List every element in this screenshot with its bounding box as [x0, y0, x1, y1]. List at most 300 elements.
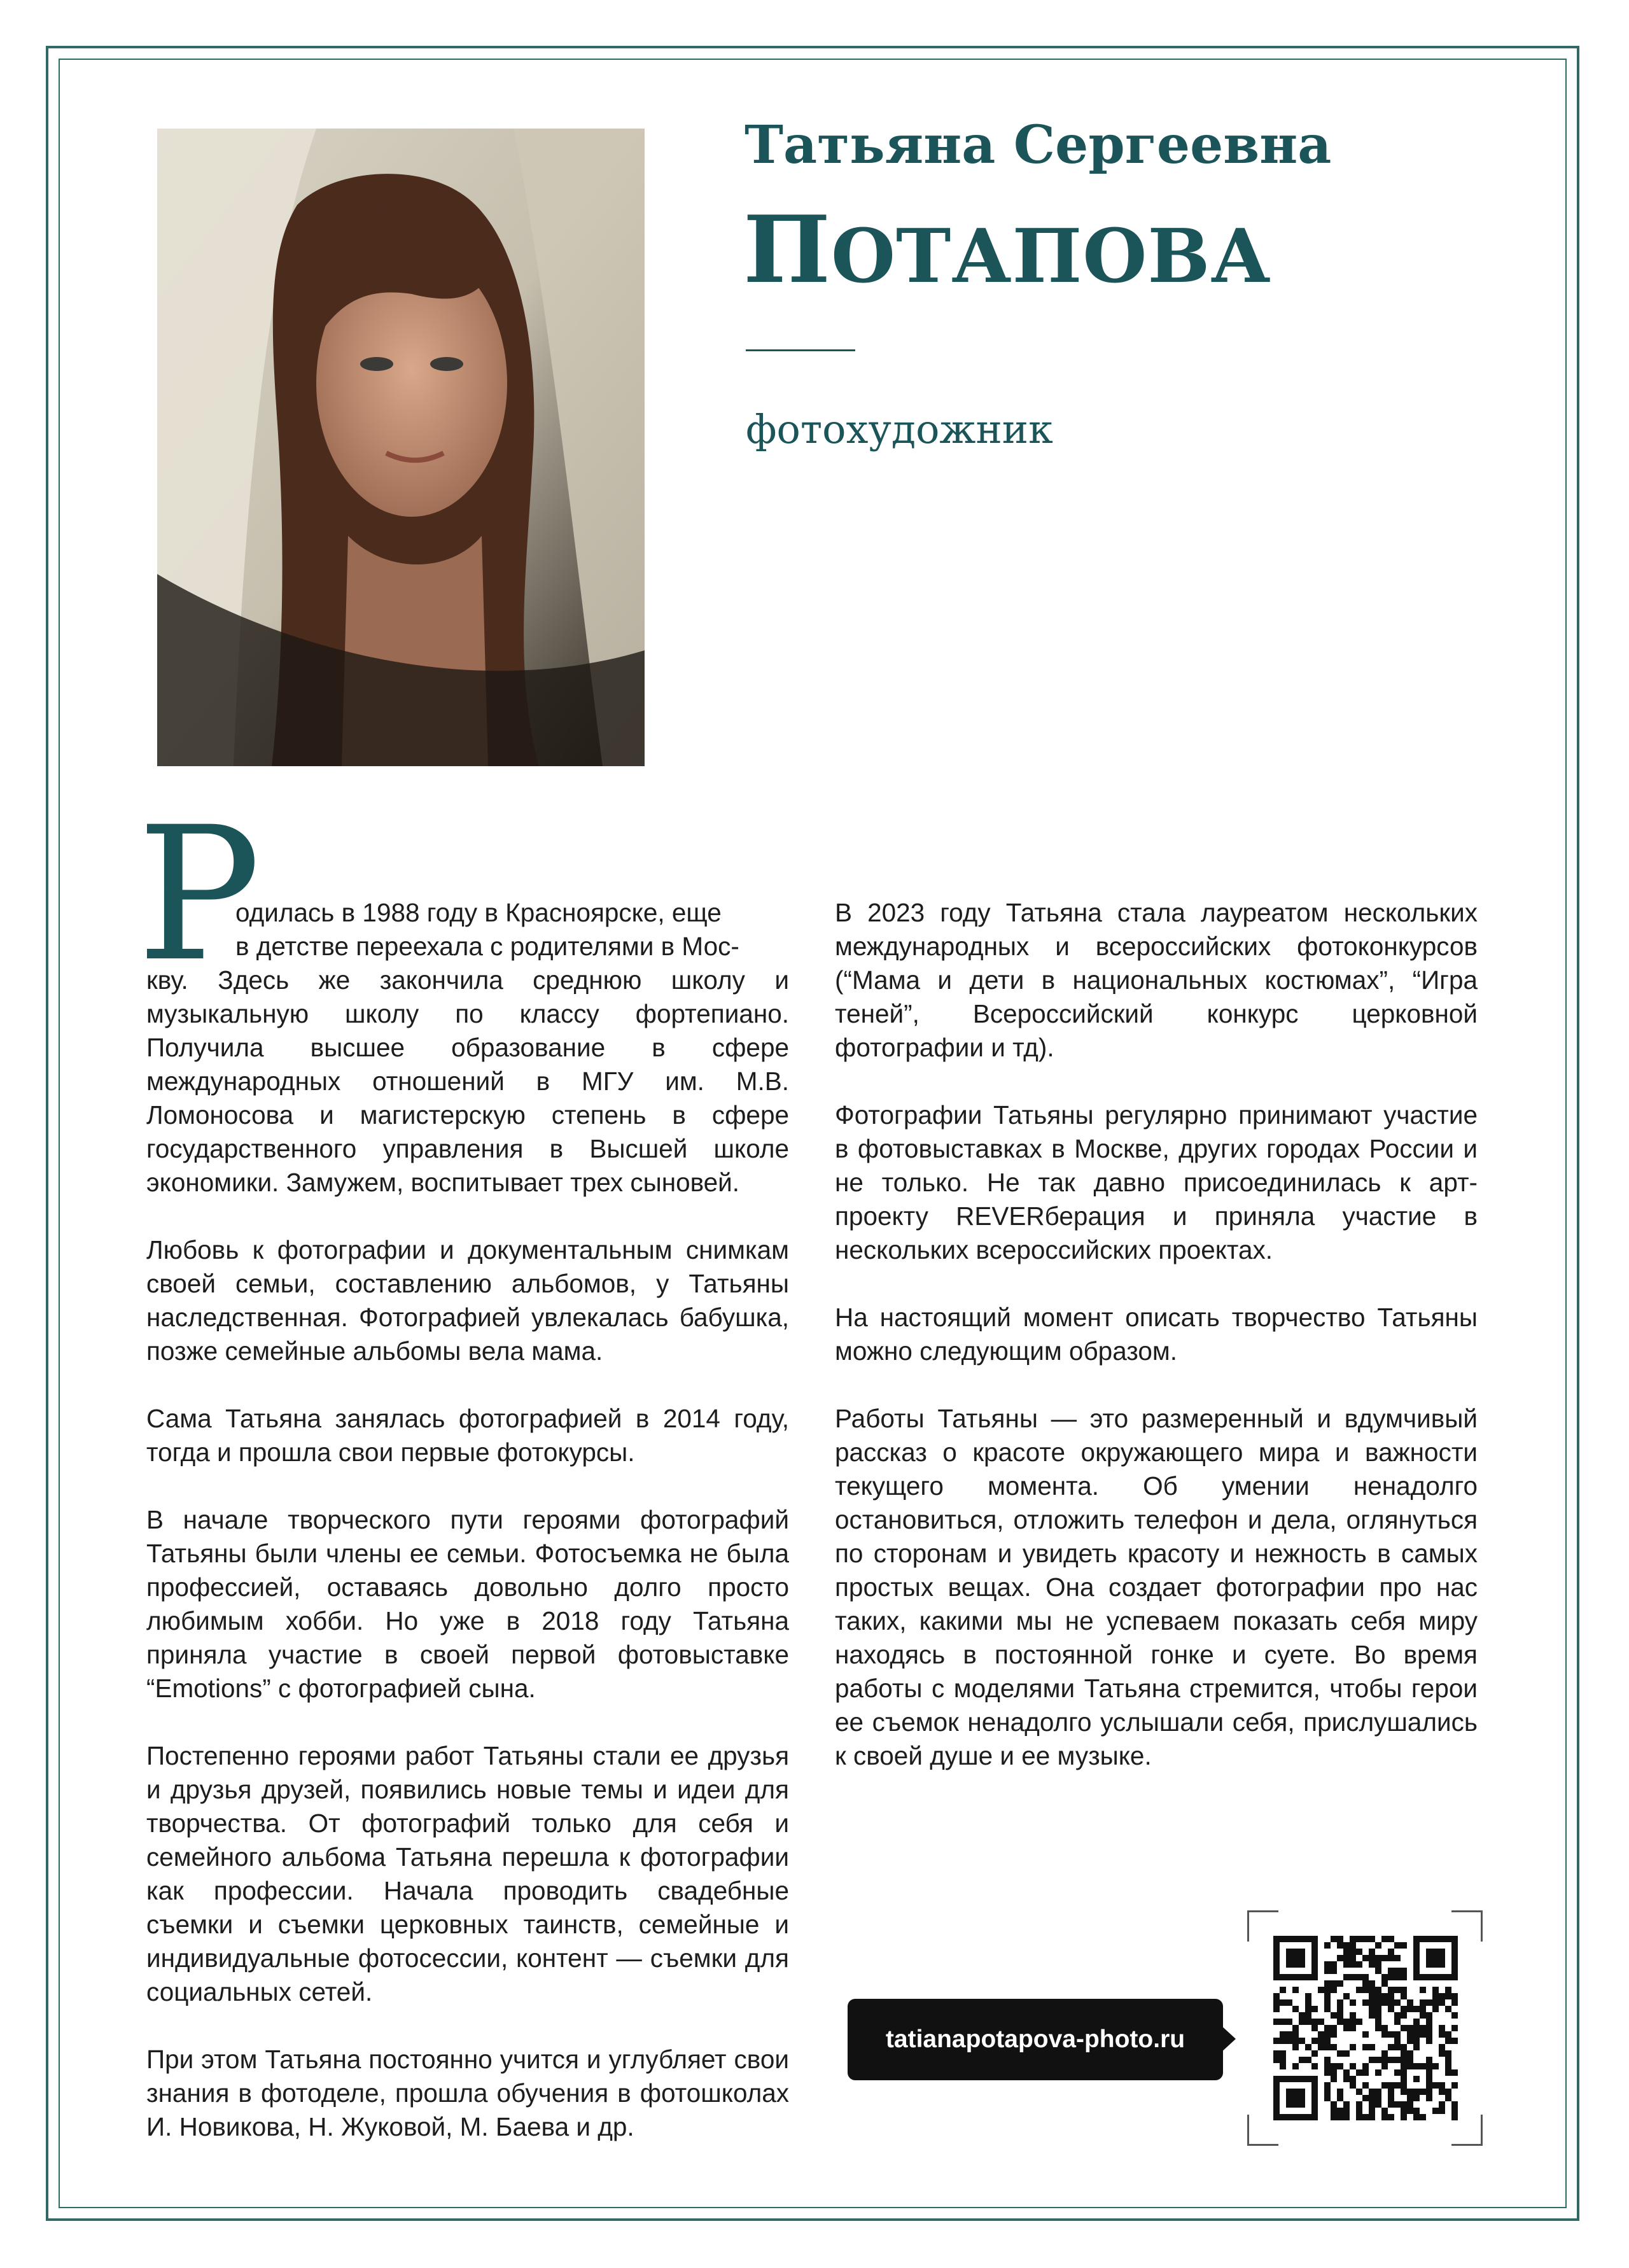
qr-module [1375, 1961, 1381, 1968]
qr-module [1343, 1993, 1350, 1999]
qr-module [1451, 2025, 1458, 2031]
qr-module [1331, 2069, 1337, 2076]
qr-module [1324, 2006, 1331, 2012]
qr-module [1369, 2006, 1375, 2012]
qr-module [1280, 2057, 1286, 2063]
qr-module [1337, 2050, 1343, 2057]
qr-module [1324, 1942, 1331, 1949]
qr-module [1337, 1936, 1343, 1942]
qr-module [1413, 2025, 1420, 2031]
qr-module [1331, 1968, 1337, 1974]
bio-column-left [146, 896, 789, 2178]
qr-module [1280, 2063, 1286, 2069]
last-name-rest: ОТАПОВА [830, 213, 1271, 300]
qr-module [1362, 2082, 1369, 2089]
qr-module [1407, 2057, 1413, 2063]
qr-module [1299, 2019, 1305, 2025]
qr-module [1324, 1980, 1331, 1987]
qr-module [1381, 1993, 1388, 1999]
qr-module [1388, 2057, 1394, 2063]
qr-module [1286, 2038, 1292, 2044]
qr-module [1439, 2044, 1445, 2050]
qr-module [1413, 2006, 1420, 2012]
qr-module [1432, 1987, 1439, 1993]
qr-module [1350, 2082, 1356, 2089]
qr-module [1407, 2101, 1413, 2108]
qr-module [1451, 1993, 1458, 1999]
qr-module [1331, 2025, 1337, 2031]
qr-module [1426, 2031, 1432, 2038]
qr-module [1324, 2095, 1331, 2101]
qr-module [1337, 2089, 1343, 2095]
role-title: фотохудожник [746, 406, 1053, 452]
qr-module [1388, 1993, 1394, 1999]
qr-module [1401, 1993, 1407, 1999]
qr-module [1273, 2006, 1280, 2012]
qr-module [1299, 2057, 1305, 2063]
qr-module [1343, 1949, 1350, 1955]
qr-module [1439, 1999, 1445, 2006]
qr-module [1413, 2108, 1420, 2114]
qr-module [1286, 2089, 1305, 2108]
qr-module [1381, 2108, 1388, 2114]
qr-module [1407, 2006, 1413, 2012]
qr-module [1331, 2031, 1337, 2038]
qr-module [1401, 2006, 1407, 2012]
qr-module [1375, 2101, 1381, 2108]
qr-module [1350, 1999, 1356, 2006]
qr-module [1324, 2038, 1331, 2044]
qr-module [1381, 2050, 1388, 2057]
qr-module [1381, 2057, 1388, 2063]
qr-module [1331, 1936, 1337, 1942]
qr-module [1311, 2050, 1318, 2057]
qr-module [1388, 1936, 1394, 1942]
qr-module [1286, 1949, 1305, 1968]
qr-module [1388, 2082, 1394, 2089]
qr-module [1394, 2019, 1401, 2025]
qr-module [1273, 2038, 1280, 2044]
qr-module [1331, 2108, 1337, 2114]
qr-module [1362, 1999, 1369, 2006]
qr-module [1292, 2038, 1299, 2044]
qr-module [1356, 2101, 1362, 2108]
qr-module [1420, 1987, 1426, 1993]
qr-module [1394, 2038, 1401, 2044]
qr-module [1369, 2057, 1375, 2063]
qr-module [1445, 1993, 1451, 1999]
qr-module [1273, 2019, 1280, 2025]
qr-module [1381, 1980, 1388, 1987]
qr-module [1388, 2044, 1394, 2050]
qr-module [1292, 2031, 1299, 2038]
qr-module [1362, 2114, 1369, 2120]
qr-module [1331, 1980, 1337, 1987]
qr-module [1401, 1968, 1407, 1974]
qr-module [1356, 2108, 1362, 2114]
qr-module [1305, 2044, 1311, 2050]
qr-module [1394, 2012, 1401, 2019]
qr-module [1401, 1942, 1407, 1949]
qr-module [1280, 2019, 1286, 2025]
qr-module [1426, 2057, 1432, 2063]
qr-module [1388, 1974, 1394, 1980]
qr-module [1331, 1987, 1337, 1993]
qr-module [1343, 2050, 1350, 2057]
qr-module [1299, 2038, 1305, 2044]
qr-module [1394, 1968, 1401, 1974]
qr-module [1451, 2108, 1458, 2114]
qr-module [1394, 1987, 1401, 1993]
qr-module [1388, 2114, 1394, 2120]
qr-module [1324, 2031, 1331, 2038]
qr-code-icon[interactable] [1273, 1936, 1458, 2120]
qr-module [1381, 1936, 1388, 1942]
qr-module [1451, 2069, 1458, 2076]
website-link[interactable]: tatianapotapova-photo.ru [848, 1999, 1223, 2080]
qr-module [1445, 2006, 1451, 2012]
qr-module [1350, 2044, 1356, 2050]
qr-module [1388, 2006, 1394, 2012]
qr-module [1369, 1936, 1375, 1942]
bio-paragraph: Фотографии Татьяны регулярно принимают участие в фотовыставках в Москве, других городах России и не только. Не так давно присоединилась к арт-проекту REVERберация и приняла участие в нескольких всероссийских проектах. [835, 1100, 1478, 1264]
qr-module [1318, 1987, 1324, 1993]
first-name: Татьяна Сергеевна [745, 115, 1332, 176]
qr-module [1451, 2082, 1458, 2089]
qr-module [1388, 2095, 1394, 2101]
qr-module [1324, 1999, 1331, 2006]
qr-module [1394, 1974, 1401, 1980]
qr-module [1420, 2012, 1426, 2019]
qr-module [1292, 2006, 1299, 2012]
qr-module [1286, 2019, 1292, 2025]
qr-module [1375, 1942, 1381, 1949]
qr-module [1356, 1961, 1362, 1968]
qr-module [1343, 1955, 1350, 1961]
qr-module [1350, 2063, 1356, 2069]
qr-module [1318, 2031, 1324, 2038]
qr-module [1401, 2012, 1407, 2019]
qr-module [1413, 2019, 1420, 2025]
qr-module [1388, 1999, 1394, 2006]
qr-module [1362, 1987, 1369, 1993]
qr-module [1401, 2057, 1407, 2063]
last-name-initial: П [743, 196, 831, 304]
qr-module [1388, 1949, 1394, 1955]
qr-module [1407, 2095, 1413, 2101]
qr-module [1331, 1961, 1337, 1968]
qr-module [1432, 2082, 1439, 2089]
qr-module [1432, 1999, 1439, 2006]
qr-module [1420, 2031, 1426, 2038]
qr-module [1337, 2019, 1343, 2025]
qr-module [1311, 2019, 1318, 2025]
qr-module [1394, 2031, 1401, 2038]
qr-module [1280, 2038, 1286, 2044]
qr-module [1439, 2108, 1445, 2114]
qr-module [1426, 2012, 1432, 2019]
bio-paragraph: Постепенно героями работ Татьяны стали ее друзья и друзья друзей, появились новые темы и идеи для творчества. От фотографий только для себя и семейного альбома Татьяна перешла к фотографии как профессии. Начала проводить свадебные съемки и съемки церковных таинств, семейные и индивидуальные фотосессии, контент — съемки для социальных сетей. [146, 1741, 789, 2006]
qr-module [1362, 2044, 1369, 2050]
qr-module [1407, 2050, 1413, 2057]
qr-module [1445, 2069, 1451, 2076]
qr-module [1369, 2012, 1375, 2019]
qr-module [1273, 2057, 1280, 2063]
qr-module [1356, 1936, 1362, 1942]
qr-module [1369, 1987, 1375, 1993]
qr-module [1394, 1955, 1401, 1961]
qr-module [1337, 1999, 1343, 2006]
qr-module [1369, 2089, 1375, 2095]
qr-module [1451, 2114, 1458, 2120]
qr-module [1343, 2108, 1350, 2114]
qr-module [1369, 2114, 1375, 2120]
qr-module [1407, 2025, 1413, 2031]
qr-module [1439, 2025, 1445, 2031]
qr-module [1401, 1987, 1407, 1993]
qr-module [1337, 2114, 1343, 2120]
qr-module [1343, 2076, 1350, 2082]
qr-module [1324, 2063, 1331, 2069]
qr-module [1375, 2006, 1381, 2012]
qr-module [1350, 1942, 1356, 1949]
qr-module [1305, 1993, 1311, 1999]
qr-module [1432, 2108, 1439, 2114]
qr-module [1362, 2063, 1369, 2069]
qr-module [1401, 2044, 1407, 2050]
qr-module [1381, 2063, 1388, 2069]
qr-module [1324, 1993, 1331, 1999]
qr-module [1350, 2019, 1356, 2025]
qr-module [1394, 2069, 1401, 2076]
bio-paragraph: В 2023 году Татьяна стала лауреатом нескольких международных и всероссийских фотоконкурсов (“Мама и дети в национальных костюмах”, “Игра теней”, Всероссийский конкурс церковной фотографии и тд). [835, 898, 1478, 1062]
qr-module [1439, 2082, 1445, 2089]
intro-line-2: в детстве переехала с родителями в Мос- [235, 932, 739, 961]
qr-module [1311, 2006, 1318, 2012]
qr-module [1375, 2089, 1381, 2095]
qr-code-frame[interactable] [1247, 1910, 1483, 2146]
qr-module [1350, 1961, 1356, 1968]
qr-module [1439, 2101, 1445, 2108]
qr-module [1362, 1955, 1369, 1961]
qr-module [1369, 2108, 1375, 2114]
qr-module [1388, 2101, 1394, 2108]
qr-module [1362, 1936, 1369, 1942]
qr-module [1362, 1980, 1369, 1987]
qr-module [1413, 2038, 1420, 2044]
qr-module [1369, 1955, 1375, 1961]
qr-module [1311, 2025, 1318, 2031]
qr-module [1350, 1936, 1356, 1942]
qr-module [1324, 1968, 1331, 1974]
qr-module [1394, 1942, 1401, 1949]
qr-module [1369, 1961, 1375, 1968]
qr-module [1286, 1999, 1292, 2006]
qr-module [1375, 1955, 1381, 1961]
qr-module [1381, 1955, 1388, 1961]
qr-module [1343, 1961, 1350, 1968]
drop-cap: Р [137, 788, 262, 1002]
qr-module [1337, 1955, 1343, 1961]
qr-module [1413, 2114, 1420, 2120]
qr-module [1375, 1968, 1381, 1974]
bio-paragraph: Сама Татьяна занялась фотографией в 2014 году, тогда и прошла свои первые фотокурсы. [146, 1404, 789, 1467]
qr-module [1356, 2019, 1362, 2025]
qr-module [1451, 1999, 1458, 2006]
qr-module [1280, 2031, 1286, 2038]
portrait-photo [157, 129, 645, 766]
qr-module [1432, 1993, 1439, 1999]
qr-module [1356, 2114, 1362, 2120]
qr-module [1286, 2031, 1292, 2038]
qr-module [1369, 1949, 1375, 1955]
qr-module [1350, 1949, 1356, 1955]
qr-module [1394, 2044, 1401, 2050]
qr-module [1426, 2038, 1432, 2044]
intro-line-1: одилась в 1988 году в Красноярске, еще [235, 898, 722, 927]
qr-module [1375, 2012, 1381, 2019]
qr-module [1324, 1987, 1331, 1993]
qr-module [1280, 1999, 1286, 2006]
qr-module [1439, 1993, 1445, 1999]
pointer-arrow-icon [1220, 2025, 1236, 2053]
qr-module [1401, 1974, 1407, 1980]
qr-module [1331, 2063, 1337, 2069]
qr-module [1413, 2076, 1420, 2082]
qr-module [1324, 2044, 1331, 2050]
qr-module [1369, 2044, 1375, 2050]
qr-module [1394, 2057, 1401, 2063]
qr-module [1394, 2082, 1401, 2089]
qr-module [1324, 2082, 1331, 2089]
qr-module [1343, 1974, 1350, 1980]
qr-module [1445, 2057, 1451, 2063]
qr-module [1337, 2095, 1343, 2101]
qr-module [1362, 1974, 1369, 1980]
qr-module [1331, 2114, 1337, 2120]
qr-module [1343, 1942, 1350, 1949]
qr-module [1375, 2069, 1381, 2076]
qr-module [1318, 2038, 1324, 2044]
qr-module [1356, 2069, 1362, 2076]
qr-module [1401, 2108, 1407, 2114]
qr-module [1356, 1987, 1362, 1993]
qr-module [1432, 2063, 1439, 2069]
intro-rest: кву. Здесь же закончила среднюю школу и музыкальную школу по классу фортепиано. Получила высшее образование в сфере международных отношений в МГУ им. М.В. Ломоносова и магистерскую степень в сфере государственного управления в Высшей школе экономики. Замужем, воспитывает трех сыновей. [146, 965, 789, 1197]
qr-module [1394, 1999, 1401, 2006]
qr-module [1324, 2057, 1331, 2063]
qr-module [1356, 1949, 1362, 1955]
qr-module [1401, 2114, 1407, 2120]
qr-module [1375, 2095, 1381, 2101]
qr-module [1343, 2019, 1350, 2025]
qr-module [1343, 2069, 1350, 2076]
qr-module [1439, 2089, 1445, 2095]
qr-module [1305, 2019, 1311, 2025]
qr-module [1362, 2069, 1369, 2076]
bio-paragraph: На настоящий момент описать творчество Татьяны можно следующим образом. [835, 1303, 1478, 1366]
qr-module [1381, 1999, 1388, 2006]
bio-column-right [835, 896, 1478, 1807]
last-name [743, 196, 1271, 304]
qr-module [1420, 2025, 1426, 2031]
qr-module [1350, 1974, 1356, 1980]
qr-module [1292, 1987, 1299, 1993]
qr-module [1273, 1993, 1280, 1999]
bio-paragraph: Работы Татьяны — это размеренный и вдумчивый рассказ о красоте окружающего мира и важности текущего момента. Об умении ненадолго остановиться, отложить телефон и дела, оглянуться по сторонам и увидеть красоту и нежность в самых простых вещах. Она создает фотографии про нас таких, какими мы не успеваем показать себя миру находясь в постоянной гонке и суете. Во время работы с моделями Татьяна стремится, чтобы герои ее съемок ненадолго услышали себя, прислушались к своей душе и ее музыке. [835, 1404, 1478, 1770]
qr-module [1375, 2057, 1381, 2063]
qr-module [1369, 1980, 1375, 1987]
qr-module [1445, 2038, 1451, 2044]
qr-module [1381, 2031, 1388, 2038]
qr-module [1356, 1974, 1362, 1980]
qr-module [1388, 1987, 1394, 1993]
qr-module [1445, 2089, 1451, 2095]
qr-module [1451, 2012, 1458, 2019]
qr-module [1305, 1999, 1311, 2006]
qr-module [1420, 2114, 1426, 2120]
qr-module [1407, 2038, 1413, 2044]
qr-module [1324, 2089, 1331, 2095]
qr-module [1305, 2012, 1311, 2019]
qr-module [1388, 2089, 1394, 2095]
qr-module [1426, 1949, 1445, 1968]
qr-module [1369, 2095, 1375, 2101]
qr-module [1413, 2044, 1420, 2050]
qr-module [1375, 1993, 1381, 1999]
qr-module [1337, 2063, 1343, 2069]
qr-module [1388, 2031, 1394, 2038]
qr-module [1401, 2101, 1407, 2108]
qr-module [1445, 2095, 1451, 2101]
qr-module [1375, 2025, 1381, 2031]
qr-module [1331, 2076, 1337, 2082]
qr-module [1292, 2063, 1299, 2069]
qr-module [1362, 2031, 1369, 2038]
qr-module [1337, 2006, 1343, 2012]
qr-module [1305, 2057, 1311, 2063]
qr-module [1337, 1980, 1343, 1987]
qr-module [1426, 2019, 1432, 2025]
qr-module [1445, 2031, 1451, 2038]
qr-module [1280, 2050, 1286, 2057]
qr-module [1445, 2063, 1451, 2069]
qr-module [1401, 2050, 1407, 2057]
qr-module [1318, 2044, 1324, 2050]
qr-module [1337, 2108, 1343, 2114]
qr-module [1369, 1999, 1375, 2006]
qr-module [1273, 2050, 1280, 2057]
qr-module [1299, 2012, 1305, 2019]
qr-module [1394, 2101, 1401, 2108]
qr-module [1324, 1961, 1331, 1968]
title-divider [746, 349, 855, 351]
bio-paragraph-intro [146, 896, 789, 1200]
qr-module [1413, 2095, 1420, 2101]
qr-module [1420, 1999, 1426, 2006]
qr-module [1381, 2082, 1388, 2089]
qr-module [1324, 2025, 1331, 2031]
qr-module [1337, 2012, 1343, 2019]
qr-module [1343, 2114, 1350, 2120]
qr-module [1426, 1999, 1432, 2006]
qr-module [1331, 2044, 1337, 2050]
qr-module [1426, 2095, 1432, 2101]
qr-module [1381, 2025, 1388, 2031]
qr-module [1369, 1993, 1375, 1999]
qr-module [1451, 2038, 1458, 2044]
qr-module [1413, 2031, 1420, 2038]
